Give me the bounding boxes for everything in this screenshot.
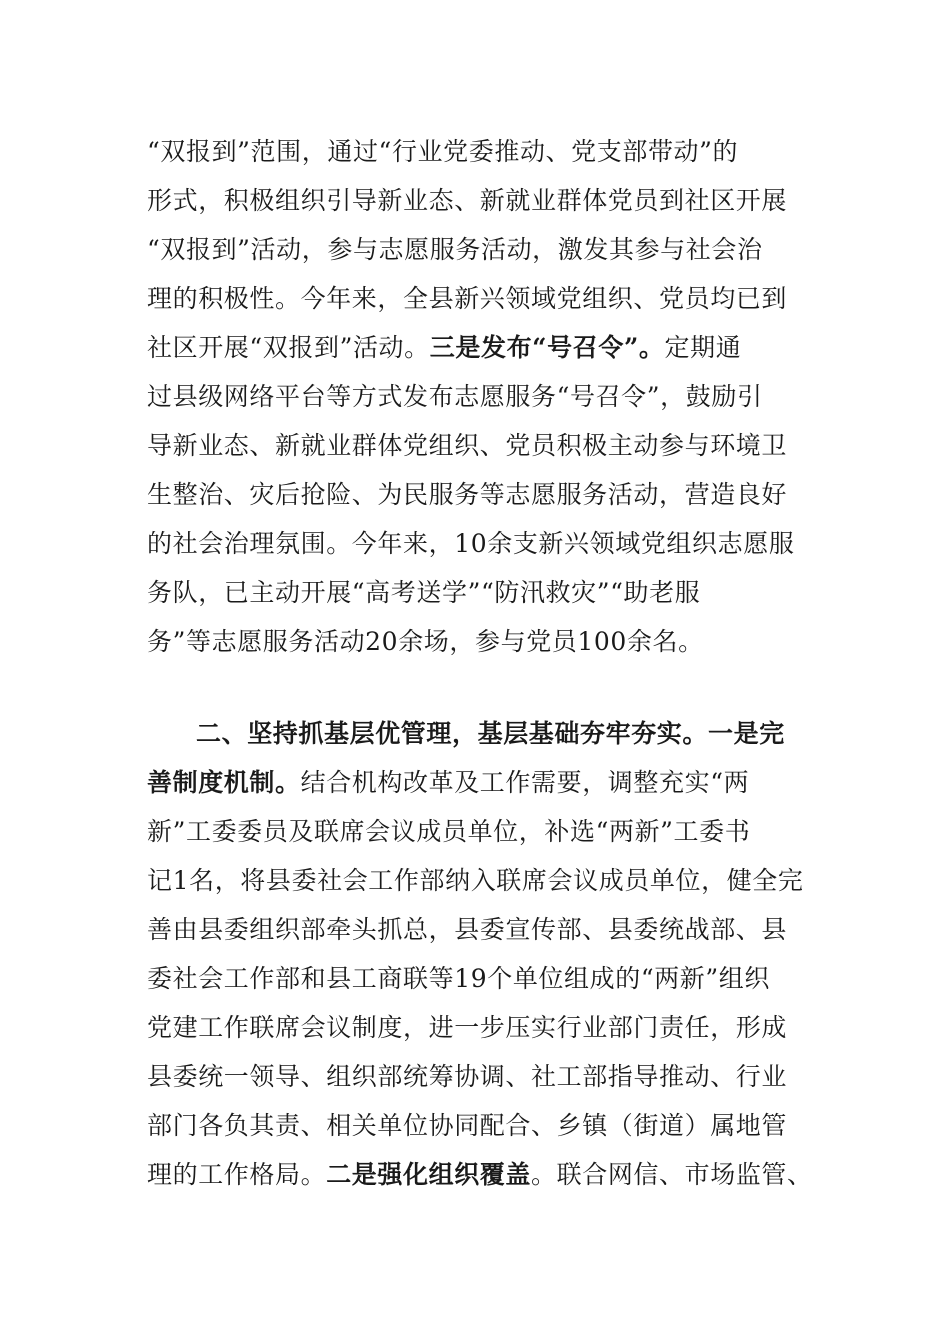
paragraph-line [147, 184, 787, 218]
paragraph-line [147, 766, 749, 800]
paragraph-line [147, 527, 794, 561]
text-run: 新”工委委员及联席会议成员单位，补选“两新”工委书 [147, 817, 751, 846]
text-run: 定期通 [664, 333, 742, 362]
bold-heading-run: 三是发布“号召令”。 [429, 333, 665, 362]
text-run: 理的工作格局。 [147, 1160, 327, 1189]
paragraph-line [147, 380, 763, 414]
paragraph-line [147, 282, 787, 316]
paragraph-line [147, 1060, 787, 1094]
text-run: 务队，已主动开展“高考送学”“防汛救灾”“助老服 [147, 578, 701, 607]
text-run: 的社会治理氛围。今年来，10余支新兴领域党组织志愿服 [147, 529, 795, 558]
paragraph-line [147, 1109, 787, 1143]
text-run: 部门各负其责、相关单位协同配合、乡镇（街道）属地管 [147, 1111, 788, 1140]
text-run: 委社会工作部和县工商联等19个单位组成的“两新”组织 [147, 964, 770, 993]
paragraph-line [147, 962, 770, 996]
text-run: “双报到”活动，参与志愿服务活动，激发其参与社会治 [147, 235, 763, 264]
paragraph-line [147, 135, 738, 169]
paragraph-line [147, 815, 750, 849]
text-run: 形式，积极组织引导新业态、新就业群体党员到社区开展 [147, 186, 788, 215]
text-run: 记1名，将县委社会工作部纳入联席会议成员单位，健全完 [147, 866, 804, 895]
text-run: 理的积极性。今年来，全县新兴领域党组织、党员均已到 [147, 284, 788, 313]
section-heading-line [196, 717, 785, 751]
text-run: 党建工作联席会议制度，进一步压实行业部门责任，形成 [147, 1013, 788, 1042]
text-run: 结合机构改革及工作需要，调整充实“两 [300, 768, 750, 797]
paragraph-line [147, 576, 700, 610]
paragraph-line [147, 1011, 787, 1045]
text-run: 导新业态、新就业群体党组织、党员积极主动参与环境卫 [147, 431, 788, 460]
bold-heading-run: 二是强化组织覆盖 [326, 1160, 532, 1189]
paragraph-line [147, 625, 704, 659]
text-run: 社区开展“双报到”活动。 [147, 333, 430, 362]
text-run: 生整治、灾后抢险、为民服务等志愿服务活动，营造良好 [147, 480, 788, 509]
text-run: 县委统一领导、组织部统筹协调、社工部指导推动、行业 [147, 1062, 788, 1091]
paragraph-line [147, 429, 787, 463]
text-run: 善由县委组织部牵头抓总，县委宣传部、县委统战部、县 [147, 915, 788, 944]
paragraph-line [147, 913, 787, 947]
text-run: 过县级网络平台等方式发布志愿服务“号召令”，鼓励引 [147, 382, 763, 411]
paragraph-line [147, 1158, 813, 1192]
bold-heading-run: 善制度机制。 [147, 768, 301, 797]
text-run: 。联合网信、市场监管、 [531, 1160, 813, 1189]
paragraph-line [147, 331, 741, 365]
paragraph-line [147, 478, 787, 512]
paragraph-line [147, 233, 763, 267]
section-heading: 二、坚持抓基层优管理，基层基础夯牢夯实。一是完 [196, 719, 785, 748]
text-run: 务”等志愿服务活动20余场，参与党员100余名。 [147, 627, 704, 656]
paragraph-line [147, 864, 804, 898]
text-run: “双报到”范围，通过“行业党委推动、党支部带动”的 [147, 137, 739, 166]
